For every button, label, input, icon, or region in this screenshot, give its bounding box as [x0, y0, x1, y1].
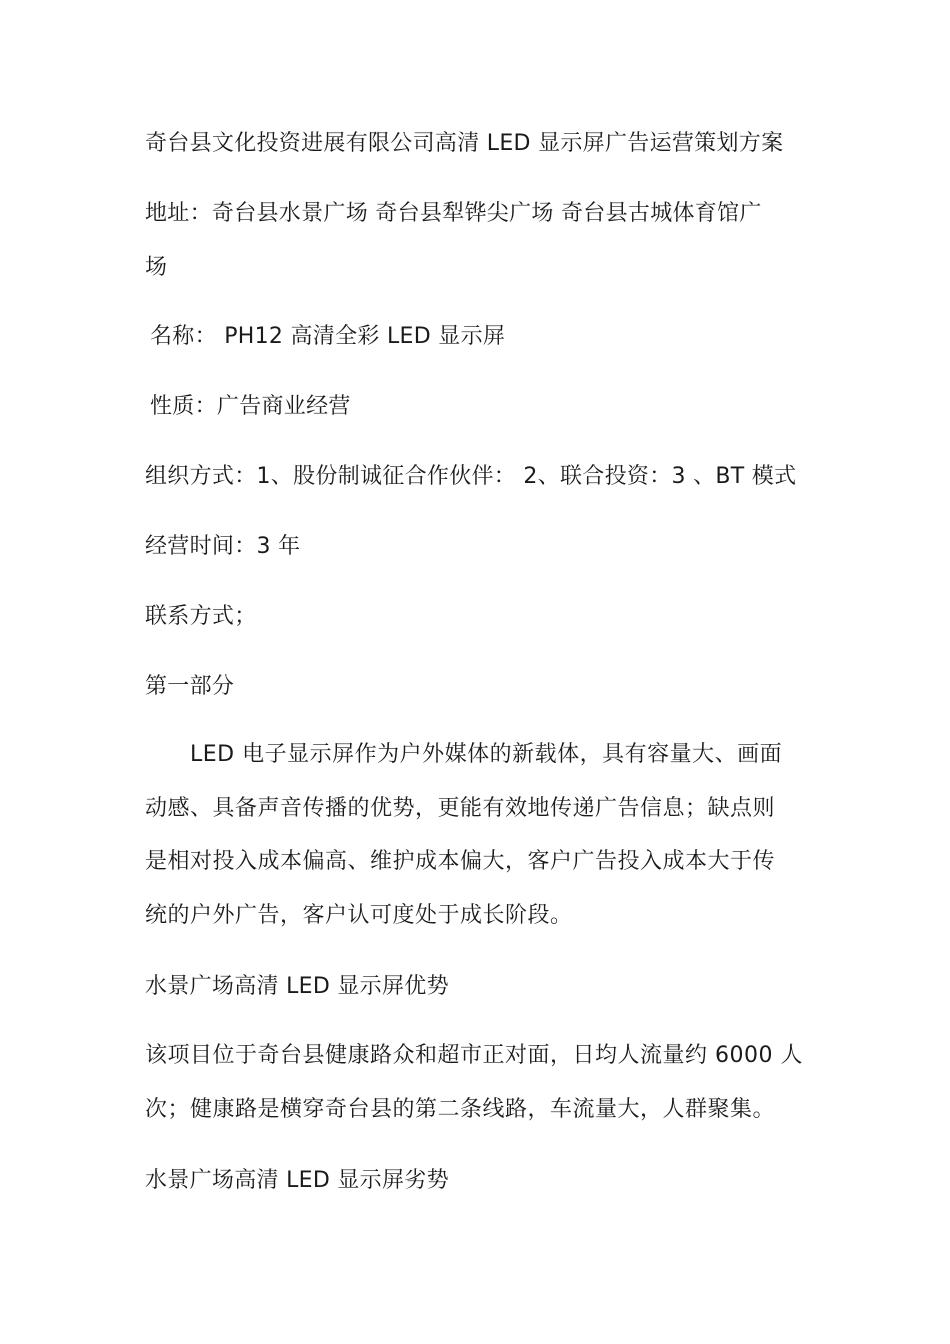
- paragraph-line: 动感、具备声音传播的优势，更能有效地传递广告信息；缺点则: [145, 795, 776, 821]
- operation-time-line: 经营时间：3 年: [145, 534, 301, 559]
- address-line-1: 地址：奇台县水景广场 奇台县犁铧尖广场 奇台县古城体育馆广: [145, 201, 762, 226]
- section-heading-disadvantage: 水景广场高清 LED 显示屏劣势: [145, 1168, 449, 1193]
- address-line-2: 场: [145, 255, 168, 280]
- paragraph-advantage: [145, 1029, 810, 1136]
- paragraph-line: LED 电子显示屏作为户外媒体的新载体，具有容量大、画面: [190, 742, 783, 767]
- section-heading-part-one: 第一部分: [145, 674, 235, 699]
- name-line: 名称： PH12 高清全彩 LED 显示屏: [150, 324, 506, 349]
- paragraph-line: 统的户外广告，客户认可度处于成长阶段。: [145, 902, 573, 928]
- section-heading-advantage: 水景广场高清 LED 显示屏优势: [145, 974, 449, 999]
- organization-line: 组织方式：1、股份制诚征合作伙伴： 2、联合投资：3 、BT 模式: [145, 464, 797, 489]
- paragraph-line: 该项目位于奇台县健康路众和超市正对面，日均人流量约 6000 人: [145, 1043, 803, 1068]
- document-title: 奇台县文化投资进展有限公司高清 LED 显示屏广告运营策划方案: [145, 131, 784, 156]
- contact-line: 联系方式；: [145, 604, 257, 629]
- nature-line: 性质：广告商业经营: [150, 394, 351, 419]
- paragraph-line: 次；健康路是横穿奇台县的第二条线路，车流量大，人群聚集。: [145, 1096, 776, 1122]
- paragraph-led-intro: [145, 728, 810, 942]
- paragraph-line: 是相对投入成本偏高、维护成本偏大，客户广告投入成本大于传: [145, 849, 776, 874]
